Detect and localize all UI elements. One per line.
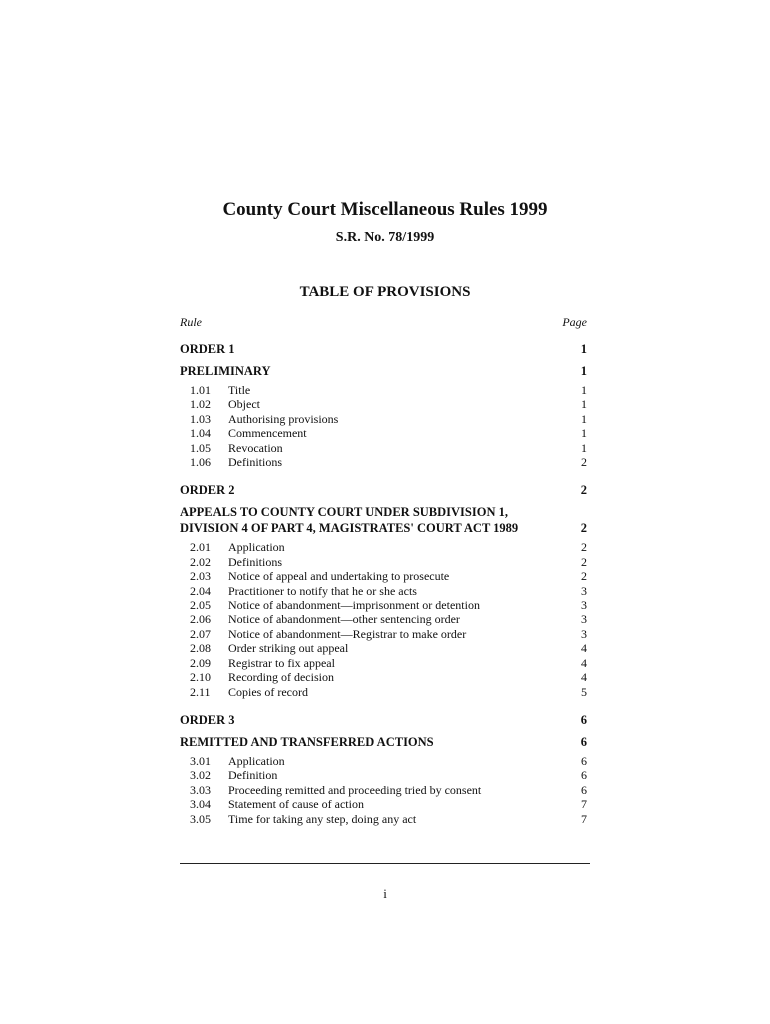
rule-number: 1.04 [190, 426, 211, 441]
rule-number: 2.10 [190, 670, 211, 685]
toc-rule-entry [180, 670, 587, 684]
column-header-rule: Rule [180, 315, 202, 329]
rule-title: Application [228, 753, 285, 768]
page-number: i [383, 886, 387, 901]
rule-title: Object [228, 397, 260, 412]
rule-number: 2.06 [190, 612, 211, 627]
toc-rule-entry [180, 540, 587, 554]
rule-page: 5 [581, 684, 587, 699]
rule-page: 6 [581, 768, 587, 783]
rule-title: Definitions [228, 455, 282, 470]
column-header-page: Page [562, 315, 587, 329]
rule-title: Revocation [228, 440, 283, 455]
rule-number: 3.05 [190, 811, 211, 826]
rule-number: 2.07 [190, 626, 211, 641]
toc-rule-entry [180, 656, 587, 670]
toc-rule-entry [180, 426, 587, 440]
rule-page: 4 [581, 641, 587, 656]
toc-rule-entry [180, 397, 587, 411]
rule-title: Application [228, 540, 285, 555]
rule-title: Notice of abandonment—Registrar to make order [228, 626, 467, 641]
rule-page: 3 [581, 626, 587, 641]
rule-page: 2 [581, 554, 587, 569]
rule-title: Notice of appeal and undertaking to prosecute [228, 569, 450, 584]
toc-part-heading [180, 734, 587, 750]
footer-divider [180, 863, 590, 864]
rule-title: Title [228, 383, 251, 397]
toc-rule-entry [180, 441, 587, 455]
rule-number: 2.04 [190, 583, 211, 598]
order-label: ORDER 3 [180, 712, 235, 727]
rule-page: 2 [581, 540, 587, 555]
rule-number: 2.01 [190, 540, 211, 555]
rule-list [180, 754, 587, 826]
rule-number: 3.02 [190, 768, 211, 783]
toc-rule-entry [180, 598, 587, 612]
rule-title: Commencement [228, 426, 307, 441]
toc-part-heading [180, 363, 587, 379]
toc-rule-entry [180, 685, 587, 699]
rule-page: 1 [581, 411, 587, 426]
toc-order-heading [180, 341, 587, 357]
rule-page: 1 [581, 397, 587, 412]
rule-title: Time for taking any step, doing any act [228, 811, 417, 826]
rule-title: Registrar to fix appeal [228, 655, 335, 670]
toc-order-heading [180, 482, 587, 498]
toc-order-heading [180, 712, 587, 728]
part-title: REMITTED AND TRANSFERRED ACTIONS [180, 734, 434, 749]
order-page: 6 [580, 712, 587, 727]
order-page: 1 [580, 342, 587, 356]
rule-number: 2.09 [190, 655, 211, 670]
rule-number: 2.02 [190, 554, 211, 569]
toc-rule-entry [180, 797, 587, 811]
part-title: PRELIMINARY [180, 364, 271, 378]
rule-number: 2.11 [190, 684, 211, 699]
rule-title: Practitioner to notify that he or she acts [228, 583, 417, 598]
rule-number: 1.05 [190, 440, 211, 455]
toc-rule-entry [180, 783, 587, 797]
rule-page: 6 [581, 782, 587, 797]
statutory-rule-number: S.R. No. 78/1999 [335, 230, 435, 245]
rule-number: 3.03 [190, 782, 211, 797]
rule-page: 3 [581, 598, 587, 613]
rule-title: Authorising provisions [228, 411, 339, 426]
rule-number: 1.02 [190, 397, 211, 412]
toc-rule-entry [180, 455, 587, 469]
table-of-provisions [180, 341, 587, 839]
toc-rule-entry [180, 627, 587, 641]
toc-rule-entry [180, 569, 587, 583]
rule-page: 4 [581, 655, 587, 670]
rule-title: Proceeding remitted and proceeding tried by consent [228, 782, 482, 797]
rule-number: 2.08 [190, 641, 211, 656]
rule-title: Definitions [228, 554, 282, 569]
rule-page: 1 [581, 440, 587, 455]
toc-rule-entry [180, 584, 587, 598]
order-label: ORDER 2 [180, 483, 235, 498]
rule-title: Copies of record [228, 684, 308, 699]
toc-rule-entry [180, 641, 587, 655]
part-page: 2 [580, 521, 587, 536]
rule-list [180, 540, 587, 698]
order-page: 2 [580, 483, 587, 498]
rule-title: Order striking out appeal [228, 641, 349, 656]
rule-number: 1.06 [190, 455, 211, 470]
rule-title: Definition [228, 768, 278, 783]
rule-page: 4 [581, 670, 587, 685]
toc-rule-entry [180, 612, 587, 626]
rule-number: 3.01 [190, 753, 211, 768]
document-title: County Court Miscellaneous Rules 1999 [222, 199, 548, 220]
toc-rule-entry [180, 812, 587, 826]
rule-number: 1.03 [190, 411, 211, 426]
order-label: ORDER 1 [180, 342, 235, 356]
rule-page: 7 [581, 797, 587, 812]
rule-number: 2.03 [190, 569, 211, 584]
toc-rule-entry [180, 754, 587, 768]
rule-page: 3 [581, 612, 587, 627]
rule-title: Statement of cause of action [228, 797, 364, 812]
rule-page: 1 [581, 383, 587, 397]
toc-rule-entry [180, 383, 587, 397]
rule-number: 1.01 [190, 383, 211, 397]
rule-list [180, 383, 587, 469]
toc-rule-entry [180, 768, 587, 782]
toc-part-heading [180, 504, 587, 536]
part-page: 1 [580, 364, 587, 378]
part-title: APPEALS TO COUNTY COURT UNDER SUBDIVISION 1, DIVISION 4 OF PART 4, MAGISTRATES' COURT ACT 1989 [180, 505, 519, 536]
toc-rule-entry [180, 555, 587, 569]
part-page: 6 [580, 734, 587, 749]
rule-page: 3 [581, 583, 587, 598]
rule-page: 7 [581, 811, 587, 826]
toc-rule-entry [180, 412, 587, 426]
rule-title: Notice of abandonment—other sentencing order [228, 612, 460, 627]
rule-number: 3.04 [190, 797, 211, 812]
rule-title: Notice of abandonment—imprisonment or detention [228, 598, 480, 613]
rule-page: 2 [581, 569, 587, 584]
rule-title: Recording of decision [228, 670, 334, 685]
rule-page: 1 [581, 426, 587, 441]
rule-page: 6 [581, 753, 587, 768]
rule-number: 2.05 [190, 598, 211, 613]
rule-page: 2 [581, 455, 587, 470]
toc-heading: TABLE OF PROVISIONS [299, 284, 471, 300]
